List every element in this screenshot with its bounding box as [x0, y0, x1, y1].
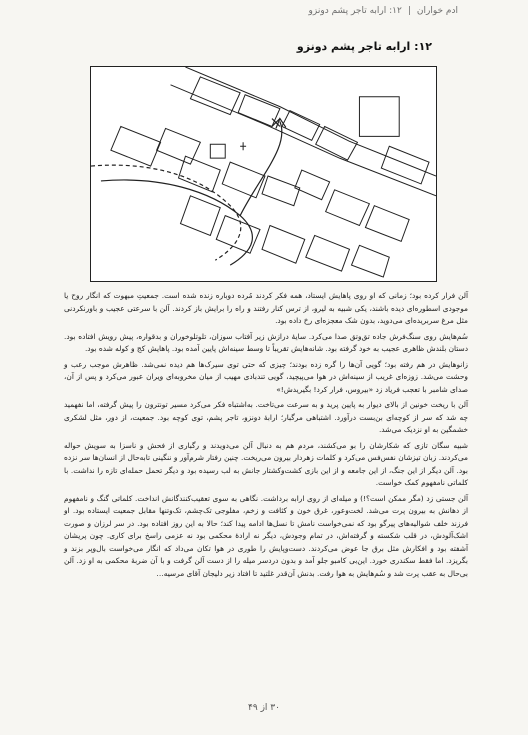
header-author: ادم خواران: [416, 6, 458, 16]
body-text: [64, 290, 468, 583]
paragraph: سُم‌هایش روی سنگ‌فرش جاده تق‌وتق صدا می‌کرد. سایهٔ درازش زیر آفتاب سوزان، تلوتلوخوران و بدقواره، پیش رویش افتاده بود. دستان بلندش ظاهری عجیب به خود گرفته بود. شانه‌هایش تقریباً تا وسط سینه‌اش پایین آمده بود. پاهایش کج و کوله شده بود.: [64, 331, 468, 353]
chapter-title: ۱۲: ارابه تاجر پشم دونزو: [296, 40, 432, 53]
street-map-illustration: [90, 66, 437, 282]
paragraph: زانوهایش در هم رفته بود؛ گویی آن‌ها را گره زده بودند؛ چیزی که حتی توی سیرک‌ها هم دیده نمی‌شد. ظاهرش موجب رعب و وحشت می‌شد. زوزه‌ای غریب از سینه‌اش در هوا می‌پیچید، گویی تندبادی مهیب از میان مخروبه‌ای ویران عبور می‌کرد و پس از آن، صدای شامبر با تعجب فریاد زد «بیروس، فرار کرد! بگیریدش!»: [64, 359, 468, 394]
header-chapter: ۱۲: ارابه تاجر پشم دونزو: [308, 6, 402, 16]
map-drawing: [91, 67, 436, 281]
paragraph: آلن فرار کرده بود؛ زمانی که او روی پاهایش ایستاد، همه فکر کردند مُرده دوباره زنده شده است. جمعیتِ مبهوت که انگار روح یا موجودی اسطوره‌ای دیده باشند، یکی شبیه به لیرو، از ترس کنار رفتند و راه را برایش باز کردند. آلن با سرعتی عجیب و باورنکردنی مثل مرغ سربریده‌ای می‌دوید، بدون شک معجزه‌ای رخ داده بود.: [64, 291, 468, 325]
paragraph: شبیه سگان تازی که شکارشان را بو می‌کشند، مردم هم به دنبال آلن می‌دویدند و رگباری از فحش و ناسزا به سویش حواله می‌کردند. زبان تیزشان نفس‌فس می‌کرد و کلمات زهردار بیرون می‌ریخت. چنین رفتار شرم‌آور و ننگینی تابه‌حال از انسان‌ها سر نزده بود. آلن دیگر از این جنگ، از این جامعه و از این بازی کشت‌وکشتار جانش به لب رسیده بود و دیگر تحمل حمله‌ای تازه را نداشت. با کلماتی نامفهوم کمک خواست.: [64, 440, 468, 487]
header-separator: |: [407, 6, 411, 16]
paragraph: آلن جستی زد (مگر ممکن است؟!) و میله‌ای از روی ارابه برداشت. نگاهی به سوی تعقیب‌کنندگانش انداخت. کلماتی گنگ و نامفهوم از دهانش به بیرون پرت می‌شد. لخت‌وعور، غرق خون و کثافت و زخم، مفلوجی تک‌چشم، تک‌وتنها مقابل جمعیت ایستاده بود. او فرزند خلف شوالیه‌های پیرگو بود که نمی‌خواست نامش تا نسل‌ها ادامه پیدا کند؛ حالا به این روز افتاده بود. در سر لرزان و صورت اشک‌آلودش، در قلب شکسته و گرفته‌اش، در تمام وجودش، دیگر نه ارادهٔ محکمی بود نه عزمی راسخ برای کاری. چون پریشان آشفته بود و افکارش مثل برق جا عوض می‌کردند. دست‌وپایش را طوری در هوا تکان می‌داد که انگار می‌خواست بال‌وپر بزند و بگریزد. اما فقط سکندری خورد. این‌بی کامبو جلو آمد و بدون دردسر میله را از دست آلن گرفت و با آن ضربهٔ محکمی به او زد. آلن بی‌حال به عقب پرت شد و سُم‌هایش به هوا رفت. بدنش آن‌قدر غلتید تا افتاد زیر دلیجان آقای مرسیه…: [64, 493, 468, 578]
page-number: ۳۰ از ۴۹: [248, 703, 280, 713]
paragraph: آلن با ریخت خونین از بالای دیوار به پایین پرید و به سرعت می‌تاخت. به‌اشتباه فکر می‌کرد مسیر تونترون را پیش گرفته، اما نفهمید چه شد که سر از کوچه‌ای بن‌بست درآورد. اشتباهی مرگبار؛ ارابهٔ دونزو، تاجر پشم، توی کوچه بود. جمعیت، از دور، مثل لشکری خشمگین به او نزدیک می‌شد.: [64, 400, 468, 434]
running-header: [120, 6, 458, 16]
